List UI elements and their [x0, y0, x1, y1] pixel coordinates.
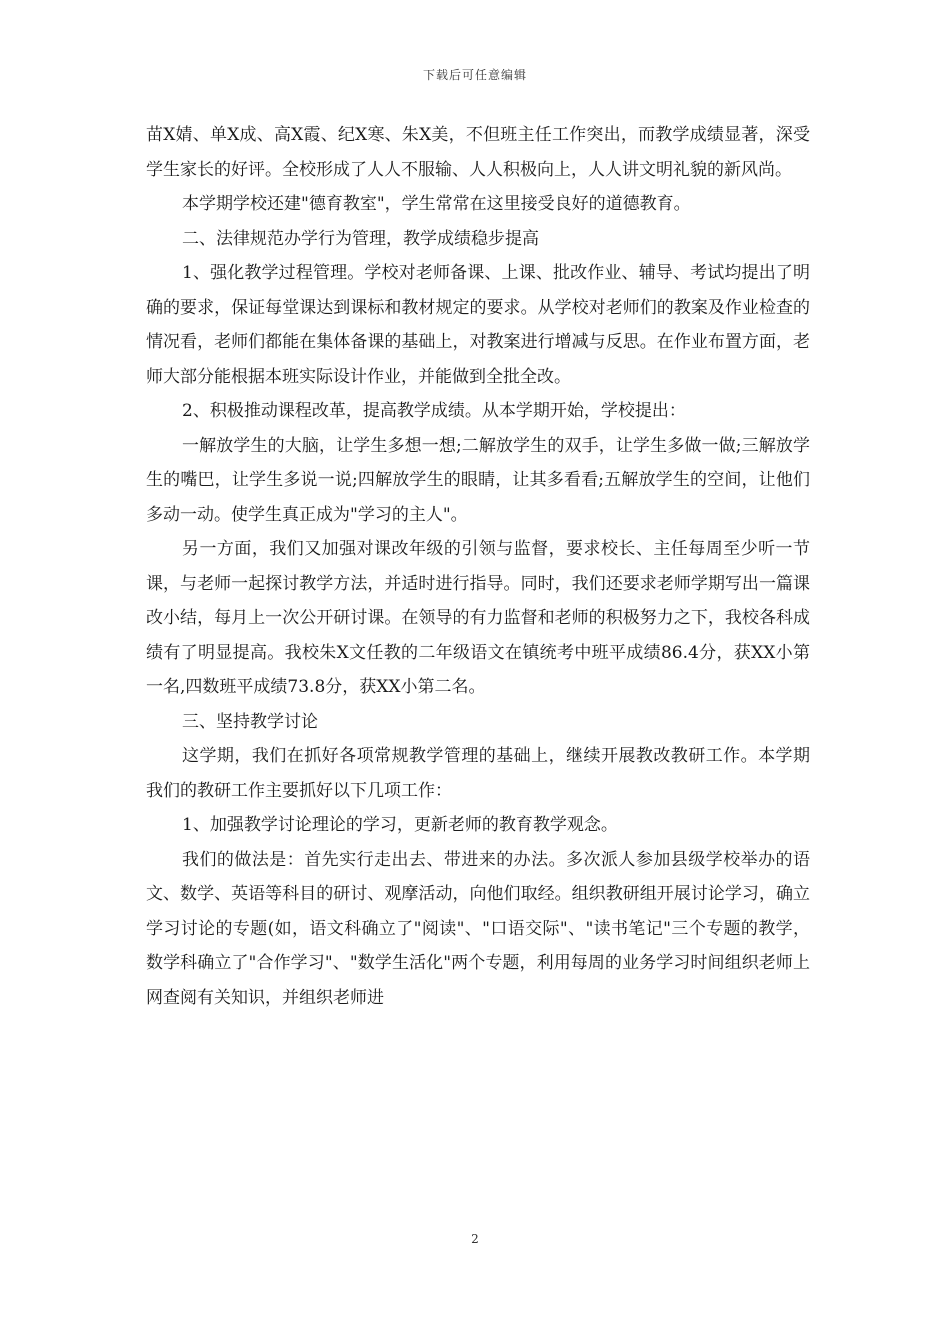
paragraph-6: 另一方面，我们又加强对课改年级的引领与监督，要求校长、主任每周至少听一节课，与老师一起探讨教学方法，并适时进行指导。同时，我们还要求老师学期写出一篇课改小结，每月上一次公开研讨课。在领导的有力监督和老师的积极努力之下，我校各科成绩有了明显提高。我校朱X文任教的二年级语文在镇统考中班平成绩86.4分，获XX小第一名,四数班平成绩73.8分，获XX小第二名。 [146, 539, 810, 697]
paragraph-7: 这学期，我们在抓好各项常规教学管理的基础上，继续开展教改教研工作。本学期我们的教研工作主要抓好以下几项工作： [146, 746, 810, 801]
paragraph-4: 2、积极推动课程改革，提高教学成绩。从本学期开始，学校提出： [182, 401, 686, 421]
paragraph-2: 本学期学校还建"德育教室"，学生常常在这里接受良好的道德教育。 [182, 194, 691, 214]
paragraph-8: 1、加强教学讨论理论的学习，更新老师的教育教学观念。 [182, 815, 618, 835]
section-heading-2: 二、法律规范办学行为管理，教学成绩稳步提高 [182, 228, 539, 249]
paragraph-3: 1、强化教学过程管理。学校对老师备课、上课、批改作业、辅导、考试均提出了明确的要求，保证每堂课达到课标和教材规定的要求。从学校对老师们的教案及作业检查的情况看，老师们都能在集体备课的基础上，对教案进行增减与反思。在作业布置方面，老师大部分能根据本班实际设计作业，并能做到全批全改。 [146, 263, 810, 387]
paragraph-1: 苗X婧、单X成、高X霞、纪X寒、朱X美，不但班主任工作突出，而教学成绩显著，深受学生家长的好评。全校形成了人人不服输、人人积极向上，人人讲文明礼貌的新风尚。 [146, 125, 810, 180]
section-heading-3: 三、坚持教学讨论 [182, 711, 318, 732]
paragraph-5: 一解放学生的大脑，让学生多想一想;二解放学生的双手，让学生多做一做;三解放学生的嘴巴，让学生多说一说;四解放学生的眼睛，让其多看看;五解放学生的空间，让他们多动一动。使学生真正成为"学习的主人"。 [146, 435, 810, 525]
page-number: 2 [471, 1232, 479, 1246]
paragraph-9: 我们的做法是：首先实行走出去、带进来的办法。多次派人参加县级学校举办的语文、数学、英语等科目的研讨、观摩活动，向他们取经。组织教研组开展讨论学习，确立学习讨论的专题(如，语文科确立了"阅读"、"口语交际"、"读书笔记"三个专题的教学，数学科确立了"合作学习"、"数学生活化"两个专题，利用每周的业务学习时间组织老师上网查阅有关知识，并组织老师进 [146, 849, 810, 1008]
page-header: 下载后可任意编辑 [422, 68, 527, 82]
document-body [146, 118, 810, 1015]
